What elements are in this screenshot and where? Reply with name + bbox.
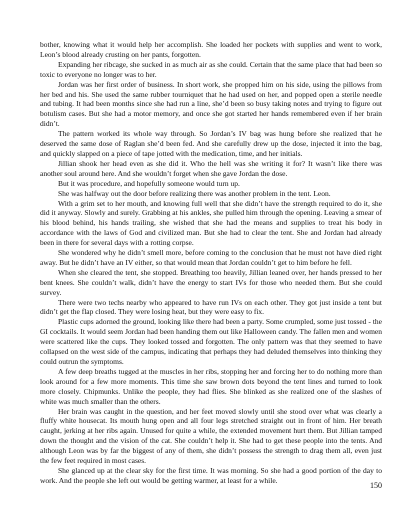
paragraph: When she cleared the tent, she stopped. Breathing too heavily, Jillian leaned over, her hands pressed to her bent knees. She couldn’t walk, didn’t have the energy to start IVs for those who needed them. But she could survey. (40, 267, 382, 297)
paragraph: She was halfway out the door before realizing there was another problem in the tent. Leon. (58, 188, 331, 198)
paragraph: Her brain was caught in the question, and her feet moved slowly until she stood over what was clearly a fluffy white housecat. Its mouth hung open and all four legs stretched straight out in front of him. Her breath caught, jerking at her ribs again. Unused for quite a while, the extended movement hurt them. But Jillian tamped down the thought and the vision of the cat. She couldn’t help it. She had to get these people into the tents. And although Leon was by far the biggest of any of them, she didn’t possess the strength to drag them all, even just the few feet required in most cases. (40, 406, 382, 466)
paragraph: A few deep breaths tugged at the muscles in her ribs, stopping her and forcing her to do nothing more than look around for a few more moments. This time she saw brown dots beyond the tent lines and turned to look more closely. Chipmunks. Unlike the people, they had flies. She blinked as she realized one of the slashes of white was much smaller than the others. (40, 366, 382, 406)
paragraph: She glanced up at the clear sky for the first time. It was morning. So she had a good portion of the day to work. And the people she left out would be getting warmer, at least for a while. (40, 465, 382, 485)
paragraph: Jordan was her first order of business. In short work, she propped him on his side, using the pillows from her bed and his. She used the same rubber tourniquet that he had used on her, and popped open a sterile needle and tubing. It had been months since she had run a line, she’d been so busy taking notes and trying to figure out botulism cases. But she had a motor memory, and once she got started her hands remembered even if her brain didn’t. (40, 79, 382, 129)
paragraph: She wondered why he didn’t smell more, before coming to the conclusion that he must not have died right away. But he didn’t have an IV either, so that would mean that Jordan couldn’t get to him before he fell. (40, 248, 382, 267)
body-text (40, 40, 382, 486)
paragraph: With a grim set to her mouth, and knowing full well that she didn’t have the strength required to do it, she did it anyway. Slowly and surely. Grabbing at his ankles, she pulled him through the opening. Leaving a smear of his blood behind, his hands trailing, she wished that she had the means and supplies to treat his body in accordance with the laws of God and civilized man. But she had to clear the tent. She and Jordan had already been in there for several days with a rotting corpse. (40, 198, 382, 248)
paragraph: Expanding her ribcage, she sucked in as much air as she could. Certain that the same place that had been so toxic to everyone no longer was to her. (40, 59, 382, 79)
paragraph: bother, knowing what it would help her accomplish. She loaded her pockets with supplies and went to work, Leon’s blood already crusting on her pants, forgotten. (40, 40, 382, 59)
paragraph: But it was procedure, and hopefully someone would turn up. (58, 178, 240, 188)
paragraph: Jillian shook her head even as she did it. Who the hell was she writing it for? It wasn’t like there was another soul around here. And she wouldn’t forget when she gave Jordan the dose. (40, 158, 382, 178)
page-number: 150 (370, 481, 382, 490)
paragraph: There were two techs nearby who appeared to have run IVs on each other. They got just inside a tent but didn’t get the flap closed. They were losing heat, but they were easy to fix. (40, 297, 382, 317)
paragraph: Plastic cups adorned the ground, looking like there had been a party. Some crumpled, some just tossed - the GI cocktails. It would seem Jordan had been handing them out like Halloween candy. The fallen men and women were scattered like the cups. They looked tossed and forgotten. The only pattern was that they seemed to have collapsed on the west side of the campus, indicating that perhaps they had deluded themselves into thinking they could outrun the symptoms. (40, 317, 382, 366)
paragraph: The pattern worked its whole way through. So Jordan’s IV bag was hung before she realized that he deserved the same dose of Raglan she’d been fed. And she carefully drew up the dose, injected it into the bag, and quickly slapped on a piece of tape jotted with the medication, time, and her initials. (40, 129, 382, 158)
